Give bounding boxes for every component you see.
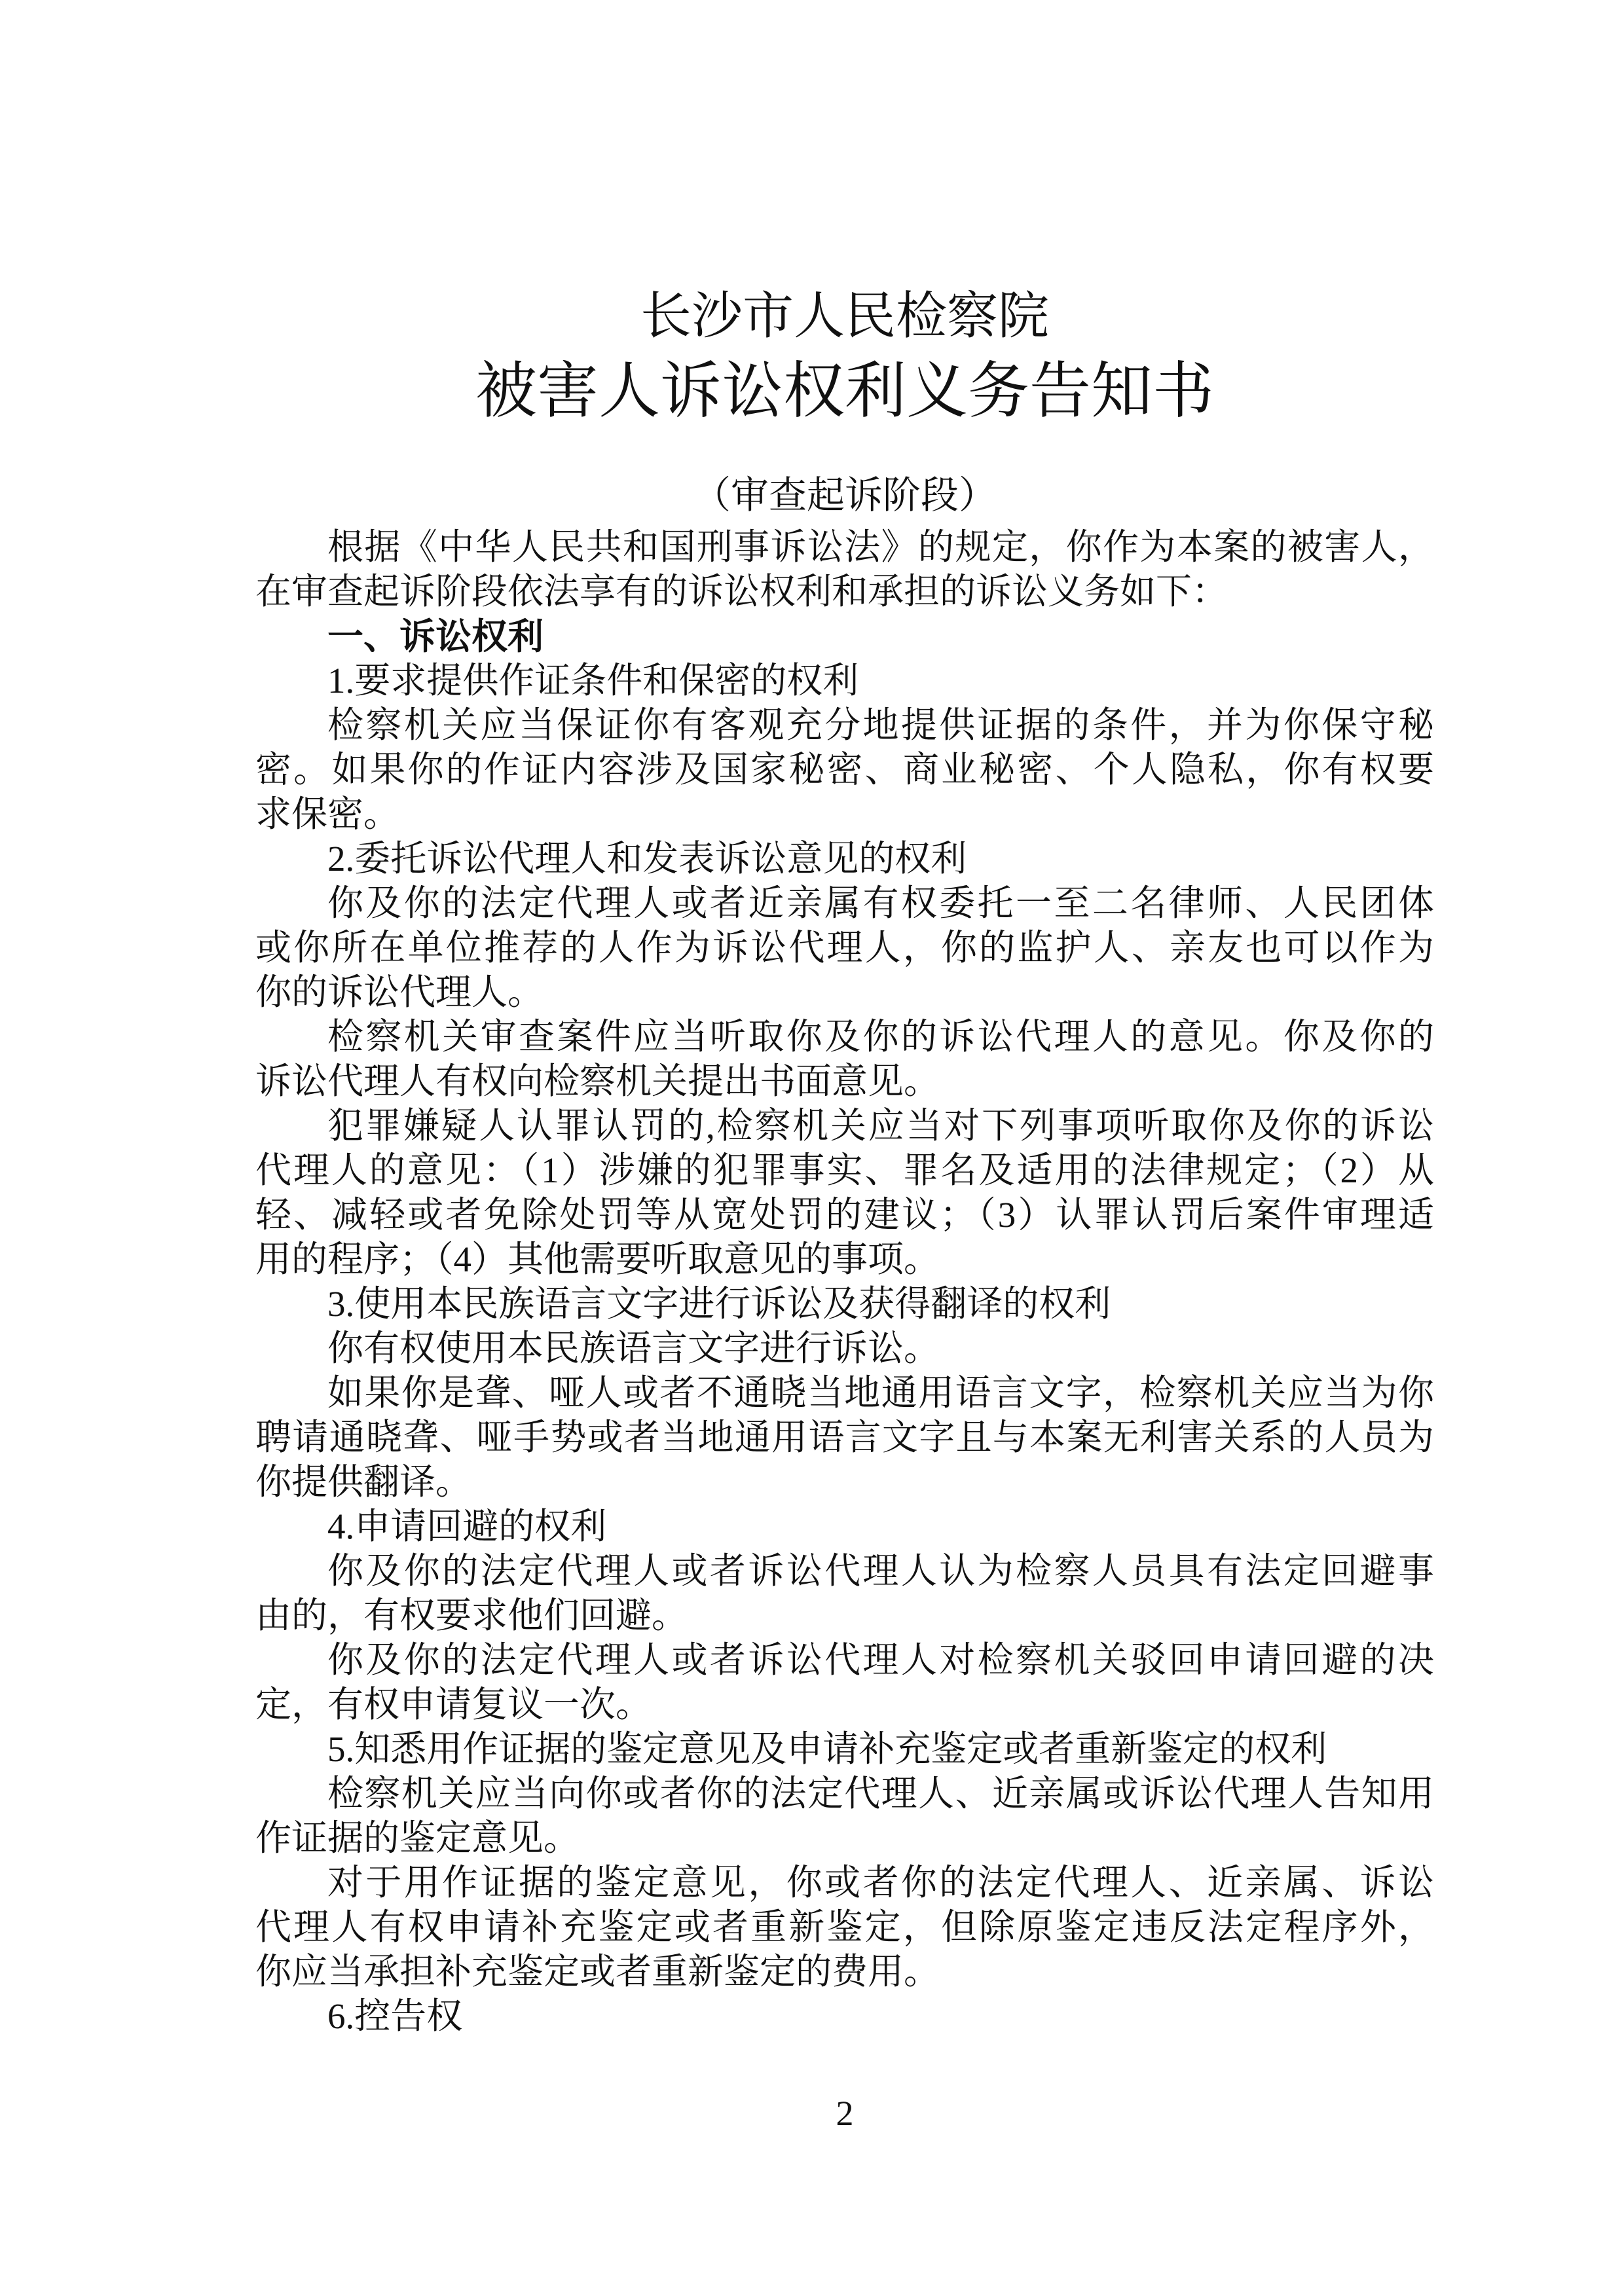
document-line: 你有权使用本民族语言文字进行诉讼。 [327,1328,940,1368]
document-line: 你及你的法定代理人或者近亲属有权委托一至二名律师、人民团体 [327,883,1434,923]
document-body [255,525,1434,2039]
document-line: 由的，有权要求他们回避。 [255,1595,688,1635]
document-line: 6.控告权 [327,1996,463,2036]
document-line: 求保密。 [255,794,400,834]
document-line: 你及你的法定代理人或者诉讼代理人认为检察人员具有法定回避事 [327,1551,1434,1591]
document-line: 代理人的意见：（1）涉嫌的犯罪事实、罪名及适用的法律规定；（2）从 [255,1150,1434,1190]
document-line: 4.申请回避的权利 [327,1506,607,1546]
page-title: 被害人诉讼权利义务告知书 [475,357,1214,426]
org-name: 长沙市人民检察院 [640,287,1049,344]
document-line: 你应当承担补充鉴定或者重新鉴定的费用。 [255,1952,940,1992]
document-line: 定，有权申请复议一次。 [255,1685,652,1724]
document-line: 你及你的法定代理人或者诉讼代理人对检察机关驳回申请回避的决 [327,1640,1434,1680]
document-line: 聘请通晓聋、哑手势或者当地通用语言文字且与本案无利害关系的人员为 [255,1417,1434,1457]
document-line: 如果你是聋、哑人或者不通晓当地通用语言文字，检察机关应当为你 [327,1373,1434,1413]
document-line: 3.使用本民族语言文字进行诉讼及获得翻译的权利 [327,1284,1111,1324]
page-number: 2 [836,2094,854,2133]
document-line: 或你所在单位推荐的人作为诉讼代理人，你的监护人、亲友也可以作为 [255,928,1434,968]
document-line: 你的诉讼代理人。 [255,972,544,1012]
document-line: 检察机关应当向你或者你的法定代理人、近亲属或诉讼代理人告知用 [327,1774,1434,1813]
section-heading-line: 一、诉讼权利 [327,616,544,657]
document-line: 诉讼代理人有权向检察机关提出书面意见。 [255,1061,940,1101]
document-line: 在审查起诉阶段依法享有的诉讼权利和承担的诉讼义务如下： [255,572,1228,611]
document-line: 犯罪嫌疑人认罪认罚的,检察机关应当对下列事项听取你及你的诉讼 [327,1106,1434,1146]
document-line: 轻、减轻或者免除处罚等从宽处罚的建议；（3）认罪认罚后案件审理适 [255,1195,1434,1235]
document-line: 5.知悉用作证据的鉴定意见及申请补充鉴定或者重新鉴定的权利 [327,1729,1327,1769]
document-line: 作证据的鉴定意见。 [255,1818,580,1858]
document-line: 你提供翻译。 [255,1462,472,1502]
document-line: 检察机关应当保证你有客观充分地提供证据的条件，并为你保守秘 [327,705,1434,745]
document-line: 代理人有权申请补充鉴定或者重新鉴定，但除原鉴定违反法定程序外， [255,1907,1434,1947]
doc-subtitle: （审查起诉阶段） [692,474,997,517]
document-line: 1.要求提供作证条件和保密的权利 [327,661,859,701]
document-line: 根据《中华人民共和国刑事诉讼法》的规定，你作为本案的被害人， [327,527,1434,567]
document-line: 对于用作证据的鉴定意见，你或者你的法定代理人、近亲属、诉讼 [327,1863,1434,1903]
document-line: 2.委托诉讼代理人和发表诉讼意见的权利 [327,839,967,879]
document-line: 用的程序；（4）其他需要听取意见的事项。 [255,1239,940,1279]
document-line: 检察机关审查案件应当听取你及你的诉讼代理人的意见。你及你的 [327,1017,1434,1057]
document-line: 密。如果你的作证内容涉及国家秘密、商业秘密、个人隐私，你有权要 [255,750,1434,790]
